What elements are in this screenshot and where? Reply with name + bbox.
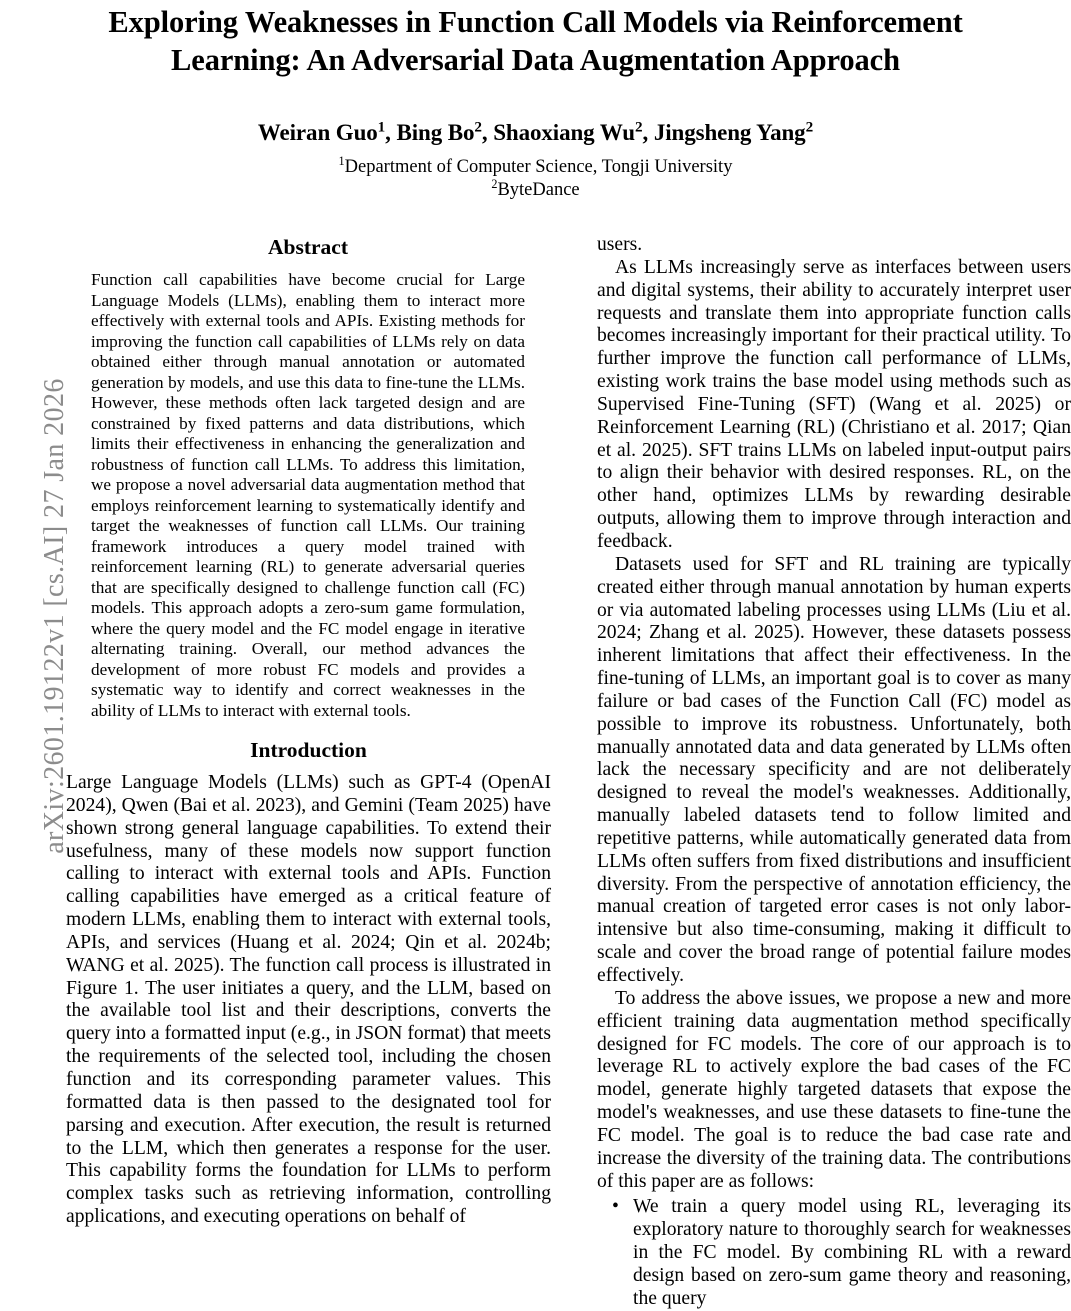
affiliation-mark-2: 2 [491, 176, 498, 191]
paper-title-line-1: Exploring Weaknesses in Function Call Models via Reinforcement Learning: An [108, 5, 963, 77]
author-separator-1: , [385, 120, 397, 145]
author-name-2: Bing Bo [396, 120, 475, 145]
introduction-paragraph-4: To address the above issues, we propose a new and more efficient training data augmentation method specifically designed for FC models. The core of our approach is to leverage RL to actively explore the bad cases of the FC model, generate highly targeted datasets that expose the model's weaknesses, and use these datasets to fine-tune the FC model. The goal is to reduce the bad case rate and increase the diversity of the training data. The contributions of this paper are as follows: [597, 987, 1071, 1192]
contributions-list [597, 1196, 1071, 1310]
author-affil-mark-4: 2 [805, 118, 814, 136]
affiliation-mark-1: 1 [338, 153, 345, 168]
left-column [66, 234, 551, 1229]
affiliation-2 [72, 176, 999, 202]
abstract-heading: Abstract [267, 235, 348, 259]
abstract-block [91, 234, 525, 721]
author-separator-3: , [642, 120, 654, 145]
introduction-heading: Introduction [250, 738, 367, 762]
bullet-icon: • [612, 1196, 619, 1218]
author-name-3: Shaoxiang Wu [493, 120, 635, 145]
introduction-paragraph-2: As LLMs increasingly serve as interfaces between users and digital systems, their ability to accurately interpret user requests and translate them into appropriate function calls becomes increasingly important for their practical utility. To further improve the function call performance of LLMs, existing work trains the base model using methods such as Supervised Fine-Tuning (SFT) (Wang et al. 2025) or Reinforcement Learning (RL) (Christiano et al. 2017; Qian et al. 2025). SFT trains LLMs on labeled input-output pairs to align their behavior with desired responses. RL, on the other hand, optimizes LLMs by rewarding desirable outputs, allowing them to improve through interaction and feedback. [597, 256, 1071, 552]
author-name-4: Jingsheng Yang [653, 120, 806, 145]
introduction-paragraph-1: Large Language Models (LLMs) such as GPT-4 (OpenAI 2024), Qwen (Bai et al. 2023), and Gemini (Team 2025) have shown strong general language capabilities. To extend their usefulness, many of these models now support function calling to interact with external tools and APIs. Function calling capabilities have emerged as a critical feature of modern LLMs, enabling them to interact with external tools, APIs, and services (Huang et al. 2024; Qin et al. 2024b; WANG et al. 2025). The function call process is illustrated in Figure 1. The user initiates a query, and the LLM, based on the available tool list and their descriptions, converts the query into a formatted input (e.g., in JSON format) that meets the requirements of the selected tool, including the chosen function and its corresponding parameter values. This formatted data is then passed to the designated tool for parsing and execution. After execution, the result is returned to the LLM, which then generates a response for the user. This capability forms the foundation for LLMs to perform complex tasks such as retrieving information, controlling applications, and executing operations on behalf of [66, 772, 551, 1228]
affiliation-1 [72, 146, 999, 179]
introduction-paragraph-3: Datasets used for SFT and RL training are typically created either through manual annotation by human experts or via automated labeling processes using LLMs (Liu et al. 2024; Zhang et al. 2025). However, these datasets possess inherent limitations that affect their effectiveness. In the fine-tuning of LLMs, an important goal is to cover as many failure or bad cases of the Function Call (FC) model as possible to improve its robustness. Unfortunately, both manually annotated data and data generated by LLMs often lack the necessary specificity and are not deliberately designed to reveal the model's weaknesses. Additionally, manually labeled datasets tend to follow limited and repetitive patterns, while automatically generated data from LLMs often suffers from fixed distributions and insufficient diversity. From the perspective of annotation efficiency, the manual creation of targeted error cases is not only labor-intensive but also time-consuming, making it difficult to scale and cover the broad range of potential failure modes effectively. [597, 553, 1071, 986]
affiliation-text-1: Department of Computer Science, Tongji University [344, 157, 733, 177]
author-separator-2: , [481, 120, 494, 145]
author-list [72, 79, 999, 146]
introduction-paragraph-1-continuation: users. [597, 234, 643, 255]
arxiv-stamp [0, 0, 70, 1200]
author-affil-mark-1: 1 [377, 118, 386, 136]
list-item [608, 1196, 1071, 1310]
abstract-paragraph: Function call capabilities have become crucial for Large Language Models (LLMs), enabling them to interact more effectively with external tools and APIs. Existing methods for improving the function call capabilities of LLMs rely on data obtained either through manual annotation or automated generation by models, and use this data to fine-tune the LLMs. However, these methods often lack targeted design and are constrained by fixed patterns and data distributions, which limits their effectiveness in enhancing the generalization and robustness of function call LLMs. To address this limitation, we propose a novel adversarial data augmentation method that employs reinforcement learning to systematically identify and target the weaknesses of function call LLMs. Our training framework introduces a query model trained with reinforcement learning (RL) to generate adversarial queries that are specifically designed to challenge function call (FC) models. This approach adopts a zero-sum game formulation, where the query model and the FC model engage in iterative alternating training. Overall, our method advances the development of more robust FC models and provides a systematic way to identify and correct weaknesses in the ability of LLMs to interact with external tools. [91, 270, 525, 720]
paper-title-line-2: Adversarial Data Augmentation Approach [351, 43, 900, 77]
author-name-1: Weiran Guo [257, 120, 378, 145]
arxiv-stamp-text: arXiv:2601.19122v1 [cs.AI] 27 Jan 2026 [39, 378, 70, 854]
list-item-text: We train a query model using RL, leveraging its exploratory nature to thoroughly search for weaknesses in the FC model. By combining RL with a reward design based on zero-sum game theory and reasoning, the query [633, 1196, 1071, 1309]
author-affil-mark-3: 2 [635, 118, 643, 136]
author-affil-mark-2: 2 [474, 118, 482, 136]
title-block [72, 0, 999, 202]
affiliation-text-2: ByteDance [497, 180, 580, 200]
page-title [72, 0, 999, 79]
right-column [597, 234, 1071, 1311]
